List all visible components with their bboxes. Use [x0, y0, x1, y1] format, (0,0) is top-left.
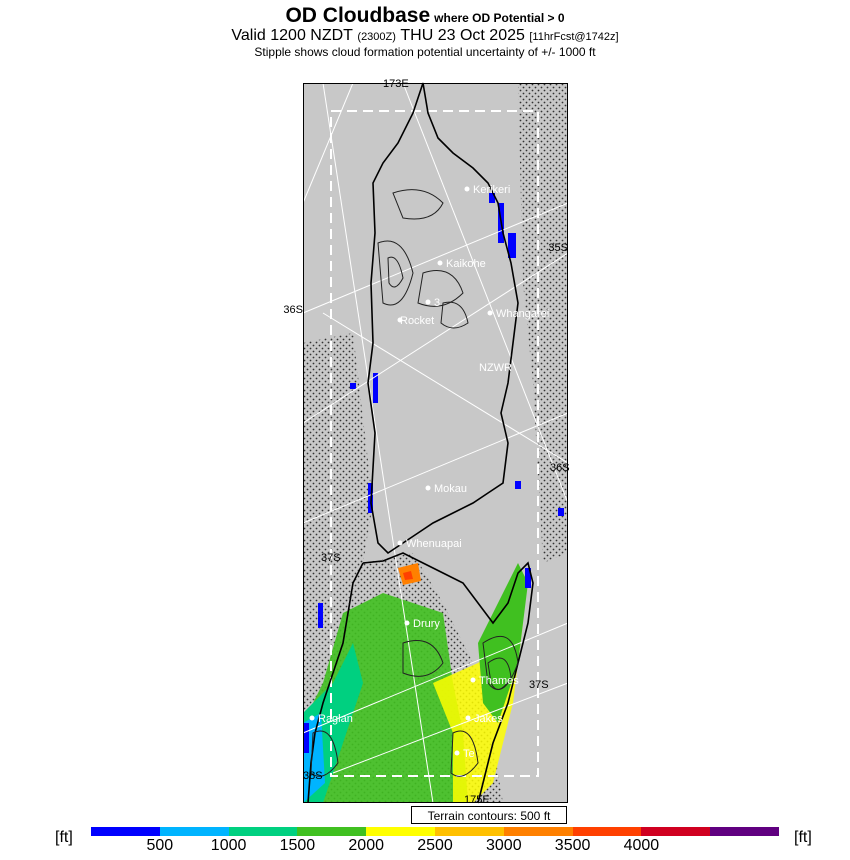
- label-jakes: Jakes: [474, 713, 503, 725]
- colorbar-tick-label: 500: [146, 837, 174, 854]
- colorbar-unit-right: [ft]: [794, 829, 812, 846]
- stipple-note: Stipple shows cloud formation potential uncertainty of +/- 1000 ft: [254, 45, 596, 59]
- map-panel: [283, 78, 570, 806]
- label-three: 3: [434, 297, 441, 309]
- grid-label-35s: 35S: [548, 242, 568, 254]
- colorbar-tick-label: 3500: [554, 837, 591, 854]
- valid-time-line: [0, 27, 850, 45]
- label-kaikohe: Kaikohe: [446, 258, 486, 270]
- label-rocket: Rocket: [400, 315, 435, 327]
- label-te: Te: [463, 748, 475, 760]
- colorbar-segment-4: [297, 827, 366, 836]
- colorbar-unit-left: [ft]: [55, 829, 73, 846]
- colorbar-segment-3: [229, 827, 298, 836]
- colorbar-segment-6: [435, 827, 504, 836]
- grid-label-36s-left: 36S: [283, 304, 303, 316]
- colorbar-tick-label: 1000: [210, 837, 247, 854]
- colorbar-segment-2: [160, 827, 229, 836]
- label-thames: Thames: [479, 675, 519, 687]
- valid-prefix: Valid 1200 NZDT: [231, 27, 353, 44]
- cloudbase-blue-cell-5: [350, 383, 356, 389]
- title-main: OD Cloudbase: [285, 4, 431, 27]
- label-raglan: Raglan: [318, 713, 353, 725]
- colorbar: [91, 827, 779, 836]
- grid-label-37s-right: 37S: [529, 679, 549, 691]
- colorbar-segment-7: [504, 827, 573, 836]
- label-kerikeri: Kerikeri: [473, 184, 511, 196]
- label-whangarei: Whangarei: [496, 308, 550, 320]
- grid-label-36s-right: 36S: [550, 462, 570, 474]
- label-drury: Drury: [413, 618, 440, 630]
- colorbar-tick-label: 4000: [623, 837, 660, 854]
- valid-date: THU 23 Oct 2025: [400, 27, 525, 44]
- grid-label-173e: 173E: [383, 78, 409, 90]
- colorbar-tick-label: 3000: [486, 837, 522, 854]
- cloudbase-blue-cell-8: [515, 481, 521, 489]
- label-whenuapai: Whenuapai: [406, 538, 462, 550]
- label-nzwr: NZWR: [479, 362, 512, 374]
- cloudbase-blue-cell-7: [318, 603, 323, 628]
- colorbar-segment-1: [91, 827, 160, 836]
- colorbar-tick-label: 1500: [279, 837, 316, 854]
- title-subtitle: where OD Potential > 0: [434, 11, 565, 25]
- chart-title: [0, 4, 850, 28]
- label-mokau: Mokau: [434, 483, 468, 495]
- colorbar-segment-9: [641, 827, 710, 836]
- grid-label-38s: 38S: [303, 770, 323, 782]
- grid-label-37s-left: 37S: [321, 552, 341, 564]
- colorbar-tick-label: 2000: [348, 837, 384, 854]
- cloudbase-blue-cell-10: [558, 508, 564, 516]
- valid-forecast: [11hrFcst@1742z]: [529, 31, 619, 43]
- colorbar-segment-5: [366, 827, 435, 836]
- grid-label-175e: 175E: [464, 794, 490, 806]
- terrain-contours-note: Terrain contours: 500 ft: [411, 806, 567, 824]
- colorbar-segment-10: [710, 827, 779, 836]
- colorbar-segment-8: [573, 827, 642, 836]
- valid-utc: (2300Z): [357, 31, 396, 43]
- colorbar-tick-label: 2500: [417, 837, 453, 854]
